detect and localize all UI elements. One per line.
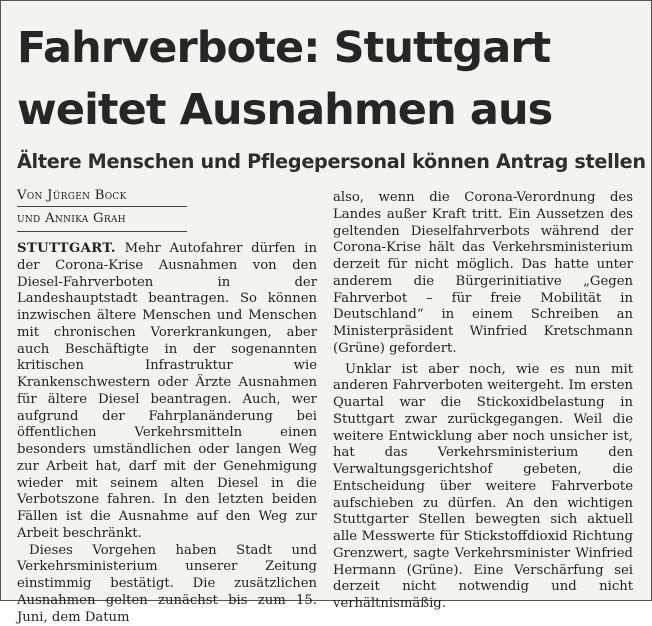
byline-author-2: und Annika Grah — [17, 207, 187, 228]
byline — [17, 186, 187, 232]
column-left — [17, 186, 317, 626]
column-right — [333, 190, 633, 613]
headline-line-1: Fahrverbote: Stuttgart — [17, 17, 647, 79]
byline-author-1: Von Jürgen Bock — [17, 186, 187, 207]
paragraph-2: Dieses Vorgehen haben Stadt und Verkehrsministerium unserer Zeitung einstimmig bestätigt. Die zusätzlichen Ausnahmen gelten zunächst bis zum 15. Juni, dem Datum — [17, 543, 317, 626]
subheadline: Ältere Menschen und Pflegepersonal können Antrag stellen — [17, 147, 647, 177]
paragraph-1: Mehr Autofahrer dürfen in der Corona-Krise Ausnahmen von den Diesel-Fahrverboten in der Landeshauptstadt beantragen. So können inzwischen ältere Menschen und Menschen mit chronischen Vorerkrankungen, aber auch Beschäftigte in der sogenannten kritischen Infrastruktur wie Krankenschwestern oder Ärzte Ausnahmen für ältere Diesel beantragen. Auch, wer aufgrund der Fahrplanänderung bei öffentlichen Verkehrsmitteln einen besonders umständlichen oder langen Weg zur Arbeit hat, darf mit der Genehmigung wieder mit seinem alten Diesel in die Verbotszone fahren. In den letzten beiden Fällen ist die Ausnahme auf den Weg zur Arbeit beschränkt. — [17, 241, 317, 541]
lead-paragraph — [17, 241, 317, 543]
dateline: STUTTGART. — [17, 241, 116, 256]
paragraph-3: also, wenn die Corona-Verordnung des Landes außer Kraft tritt. Ein Aussetzen des geltenden Dieselfahrverbots während der Corona-Krise hält das Verkehrsministerium derzeit für nicht möglich. Das hatte unter anderem die Bürgerinitiative „Gegen Fahrverbot – für freie Mobilität in Deutschland“ in einem Schreiben an Ministerpräsident Winfried Kretschmann (Grüne) gefordert. — [333, 190, 633, 358]
headline-line-2: weitet Ausnahmen aus — [17, 79, 647, 141]
headline — [17, 17, 647, 141]
paragraph-4: Unklar ist aber noch, wie es nun mit anderen Fahrverboten weitergeht. Im ersten Quartal war die Stickoxidbelastung in Stuttgart zwar zurückgegangen. Weil die weitere Entwicklung aber noch unsicher ist, hat das Verkehrsministerium den Verwaltungsgerichtshof gebeten, die Entscheidung über weitere Fahrverbote aufschieben zu dürfen. An den wichtigen Stuttgarter Stellen bewegten sich aktuell alle Messwerte für Stickstoffdioxid Richtung Grenzwert, sagte Verkehrsminister Winfried Hermann (Grüne). Eine Verschärfung sei derzeit nicht notwendig und nicht verhältnismäßig. — [333, 362, 633, 613]
